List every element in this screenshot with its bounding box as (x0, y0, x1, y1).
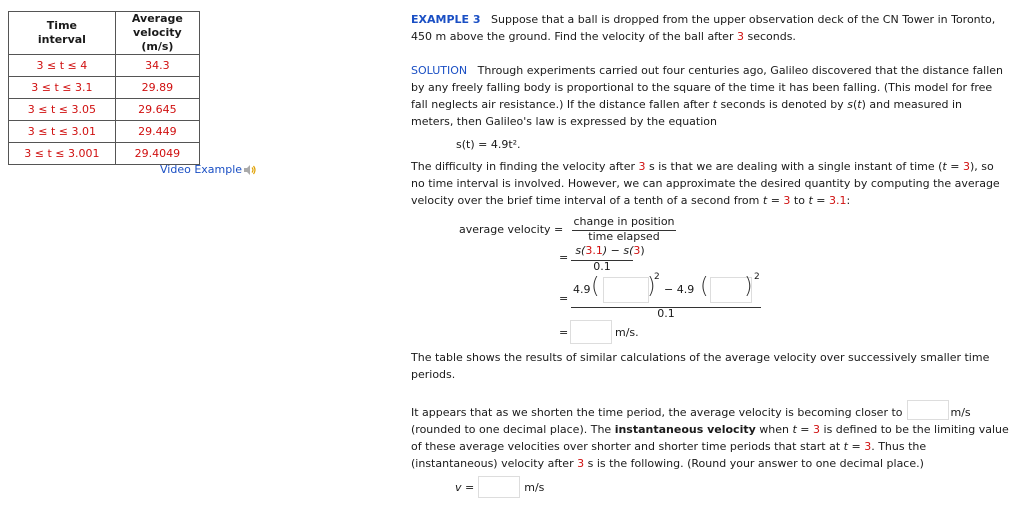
s-mid: ) − s( (602, 244, 634, 257)
velocity-cell: 34.3 (115, 55, 199, 77)
diff-2: no time interval is involved. However, we can approximate the desired quantity by computing the average (411, 177, 1000, 190)
exponent-2: 2 (654, 272, 660, 282)
limit-line-2d: is defined to be the limiting value (820, 423, 1009, 436)
interval-cell: 3 ≤ t ≤ 3.001 (9, 143, 116, 165)
limit-num: 3 (813, 423, 821, 436)
results-paragraph (411, 349, 1021, 383)
table-row (9, 121, 200, 143)
table-row (9, 143, 200, 165)
example-statement (411, 11, 1021, 45)
velocity-answer-box[interactable] (478, 476, 520, 498)
equals-sign: = (559, 292, 569, 305)
diff-3e: : (846, 194, 851, 207)
diff-3d: = (812, 194, 830, 207)
solution-line-3a: fall neglects air resistance.) If the distance fallen after (411, 98, 713, 111)
example-heading: EXAMPLE 3 (411, 13, 481, 26)
interval-cell: 3 ≤ t ≤ 3.01 (9, 121, 116, 143)
interval-cell: 3 ≤ t ≤ 4 (9, 55, 116, 77)
interval-cell: 3 ≤ t ≤ 3.05 (9, 99, 116, 121)
example-text-2a: 450 m above the ground. Find the velocity of the ball after (411, 30, 737, 43)
diff-3a: velocity over the brief time interval of a tenth of a second from (411, 194, 763, 207)
fraction-2-numerator (570, 244, 650, 257)
s-open: s( (575, 244, 586, 257)
solution-paragraph: SOLUTION Through experiments carried out four centuries ago, Galileo discovered that the distance fallen by any freely falling body is proportional to the square of the time it has been falling. (This model for free fall neglects air resistance.) If the distance fallen after t seconds is denoted by s(t) and measured in meters, then Galileo's law is expressed by the equation (411, 64, 1004, 128)
diff-1a: The difficulty in finding the velocity after (411, 160, 639, 173)
video-example-label: Video Example (160, 163, 243, 176)
diff-3n2: 3.1 (829, 194, 847, 207)
limit-t: t (792, 423, 797, 436)
results-line-1: The table shows the results of similar calculations of the average velocity over successively smaller time (411, 351, 990, 364)
solution-heading: SOLUTION (411, 64, 468, 77)
diff-1c: = (946, 160, 963, 173)
table-row (9, 77, 200, 99)
limit-num2: 3 (864, 440, 872, 453)
equals-sign: = (559, 326, 569, 339)
solution-line-4: meters, then Galileo's law is expressed by the equation (411, 115, 717, 128)
diff-num: 3 (638, 160, 646, 173)
fraction-2-denominator: 0.1 (593, 260, 611, 273)
interval-cell: 3 ≤ t ≤ 3.1 (9, 77, 116, 99)
limit-line-1: It appears that as we shorten the time period, the average velocity is becoming closer to (411, 406, 903, 419)
paren-open: ( (591, 274, 600, 299)
velocity-cell: 29.449 (115, 121, 199, 143)
velocity-cell: 29.4049 (115, 143, 199, 165)
solution-line-3b: seconds is denoted by (716, 98, 848, 111)
num3-coef-b: − 4.9 (664, 283, 695, 296)
velocity-answer-row (455, 476, 544, 498)
diff-3b: = (767, 194, 784, 207)
limit-line-3b: = (847, 440, 865, 453)
fraction-1-numerator: change in position (573, 215, 675, 228)
results-line-2: periods. (411, 368, 456, 381)
diff-1b: s is that we are dealing with a single instant of time ( (645, 160, 943, 173)
table-row (9, 99, 200, 121)
difficulty-paragraph (411, 158, 1021, 209)
equals-sign: = (559, 251, 569, 264)
velocity-cell: 29.89 (115, 77, 199, 99)
limit-line-3a: of these average velocities over shorter and shorter time periods that start at (411, 440, 844, 453)
solution-line-1: Through experiments carried out four centuries ago, Galileo discovered that the distance fallen (477, 64, 1004, 77)
table-row (9, 55, 200, 77)
fraction-1-denominator: time elapsed (588, 230, 660, 243)
limit-unit: m/s (950, 406, 971, 419)
diff-num2: 3 (962, 160, 970, 173)
velocity-cell: 29.645 (115, 99, 199, 121)
paren-close: ) (647, 274, 656, 299)
diff-3t2: t (808, 194, 813, 207)
s-close: ) (640, 244, 645, 257)
paren-close: ) (744, 274, 753, 299)
example-seconds-value: 3 (736, 30, 744, 43)
galileo-equation (456, 136, 1024, 153)
avg-velocity-label: average velocity = (459, 223, 564, 236)
answer-box-3[interactable] (570, 320, 612, 344)
limit-paragraph (411, 400, 1021, 472)
diff-3n1: 3 (783, 194, 791, 207)
answer-box-1[interactable] (603, 277, 649, 303)
solution-line-2: by any freely falling body is proportional to the square of the time it has been falling. (This model for free (411, 81, 993, 94)
paren-open: ( (700, 274, 709, 299)
num2-a: 3.1 (585, 244, 603, 257)
velocity-table (8, 11, 200, 165)
fraction-3-denominator: 0.1 (657, 307, 675, 320)
v-unit: m/s (524, 480, 545, 494)
instantaneous-velocity-term: instantaneous velocity (614, 423, 756, 436)
limit-line-2b: when (755, 423, 793, 436)
limit-line-4b: s is the following. (Round your answer to one decimal place.) (584, 457, 924, 470)
limit-line-4a: (instantaneous) velocity after (411, 457, 578, 470)
diff-3t1: t (762, 194, 768, 207)
limit-line-2c: = (796, 423, 814, 436)
num2-b: 3 (633, 244, 641, 257)
solution-line-3c: and measured in (865, 98, 963, 111)
num3-coef-a: 4.9 (573, 283, 591, 296)
header-time-interval: Time interval (9, 12, 116, 55)
header-average-velocity: Average velocity (m/s) (115, 12, 199, 55)
v-label: v = (455, 480, 475, 494)
video-example-link[interactable] (160, 163, 257, 176)
speaker-icon (243, 164, 257, 176)
equation-text: s(t) = 4.9t². (456, 138, 521, 151)
table-header-row (9, 12, 200, 55)
exponent-2: 2 (754, 272, 760, 282)
limit-line-3c: . Thus the (871, 440, 927, 453)
limit-answer-box[interactable] (907, 400, 949, 420)
unit-ms: m/s. (615, 326, 639, 339)
example-text-1: Suppose that a ball is dropped from the upper observation deck of the CN Tower in Toronto, (491, 13, 996, 26)
limit-line-2a: (rounded to one decimal place). The (411, 423, 615, 436)
diff-1d: ), so (969, 160, 994, 173)
limit-t2: t (843, 440, 848, 453)
limit-num3: 3 (577, 457, 585, 470)
diff-t: t (942, 160, 947, 173)
example-text-2b: seconds. (743, 30, 796, 43)
diff-3c: to (790, 194, 809, 207)
